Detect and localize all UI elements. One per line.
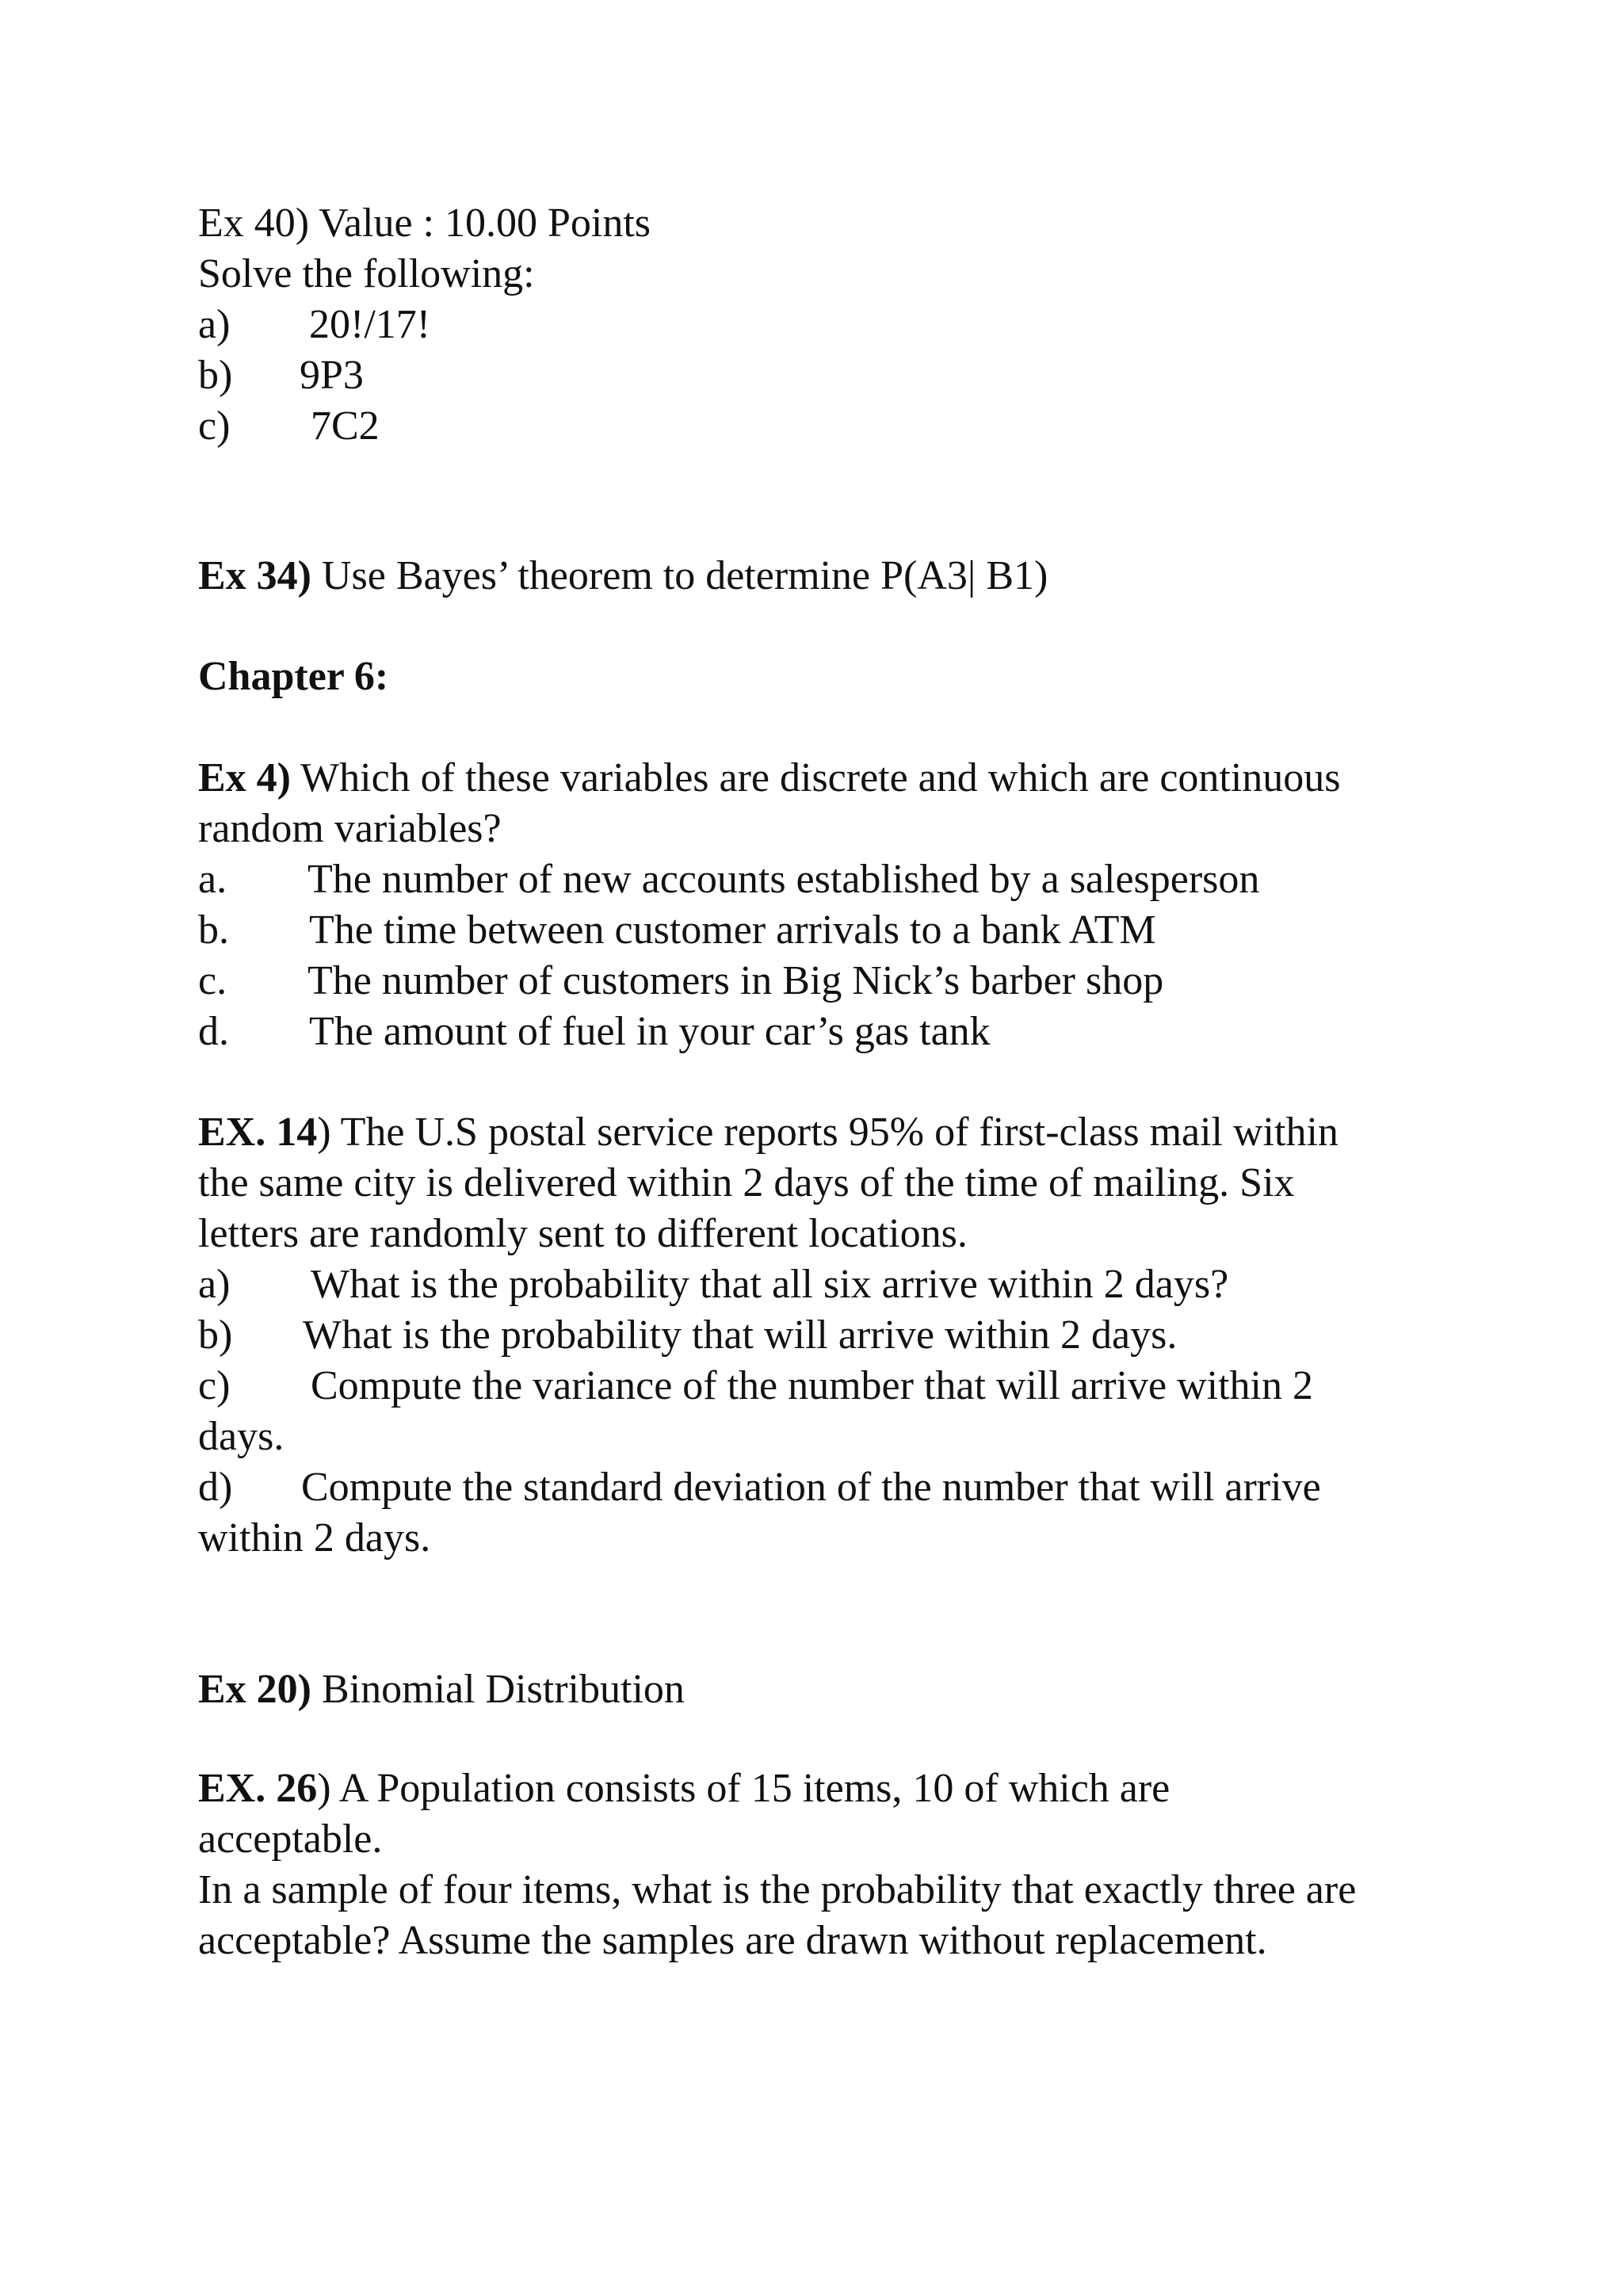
- ex40-header: Ex 40) Value : 10.00 Points: [198, 201, 651, 246]
- ex20-text: Binomial Distribution: [311, 1667, 685, 1712]
- item-marker: d.: [198, 1009, 229, 1054]
- item-text: 7C2: [311, 403, 380, 449]
- ex34-question: [198, 551, 1048, 602]
- item-marker: c): [198, 1363, 231, 1408]
- item-text: The amount of fuel in your car’s gas tank: [309, 1009, 991, 1054]
- item-text: The number of customers in Big Nick’s barber shop: [307, 958, 1164, 1003]
- ex26-text: ) A Population consists of 15 items, 10 of which are: [317, 1766, 1170, 1811]
- item-text: Compute the standard deviation of the number that will arrive: [301, 1465, 1321, 1510]
- ex20-label: Ex 20): [198, 1667, 311, 1712]
- ex14-item-d-continuation: within 2 days.: [198, 1515, 431, 1561]
- ex34-text: Use Bayes’ theorem to determine P(A3| B1): [311, 553, 1048, 598]
- ex40-instruction: Solve the following:: [198, 251, 535, 296]
- ex26-line1: [198, 1763, 1170, 1814]
- item-marker: d): [198, 1465, 233, 1510]
- ex34-label: Ex 34): [198, 553, 311, 598]
- ex14-line2: the same city is delivered within 2 days of the time of mailing. Six: [198, 1160, 1295, 1205]
- ex20-question: [198, 1664, 685, 1715]
- ex14-text: ) The U.S postal service reports 95% of first-class mail within: [317, 1110, 1338, 1155]
- item-marker: c): [198, 403, 231, 449]
- item-text: The time between customer arrivals to a bank ATM: [309, 907, 1156, 953]
- item-text: What is the probability that all six arrive within 2 days?: [311, 1262, 1229, 1307]
- item-marker: c.: [198, 958, 227, 1003]
- item-text: 9P3: [300, 353, 364, 398]
- item-marker: a): [198, 1262, 231, 1307]
- ex4-text: Which of these variables are discrete and which are continuous: [291, 755, 1341, 800]
- item-text: Compute the variance of the number that will arrive within 2: [311, 1363, 1313, 1408]
- item-text: 20!/17!: [309, 302, 431, 347]
- ex4-question-line1: [198, 753, 1341, 804]
- ex14-item-c-continuation: days.: [198, 1414, 285, 1459]
- ex14-line3: letters are randomly sent to different locations.: [198, 1211, 968, 1256]
- item-marker: a): [198, 302, 231, 347]
- item-marker: a.: [198, 857, 227, 902]
- ex14-label: EX. 14: [198, 1110, 318, 1155]
- ex26-label: EX. 26: [198, 1766, 318, 1811]
- ex26-line3: In a sample of four items, what is the probability that exactly three are: [198, 1867, 1357, 1912]
- ex26-line2: acceptable.: [198, 1817, 383, 1862]
- ex14-line1: [198, 1107, 1338, 1158]
- item-marker: b): [198, 1312, 233, 1358]
- ex4-label: Ex 4): [198, 755, 291, 800]
- ex26-line4: acceptable? Assume the samples are drawn without replacement.: [198, 1918, 1267, 1963]
- item-marker: b): [198, 353, 233, 398]
- chapter-heading: Chapter 6:: [198, 654, 389, 699]
- item-marker: b.: [198, 907, 229, 953]
- item-text: The number of new accounts established by a salesperson: [307, 857, 1260, 902]
- item-text: What is the probability that will arrive within 2 days.: [303, 1312, 1178, 1358]
- ex4-question-line2: random variables?: [198, 806, 502, 851]
